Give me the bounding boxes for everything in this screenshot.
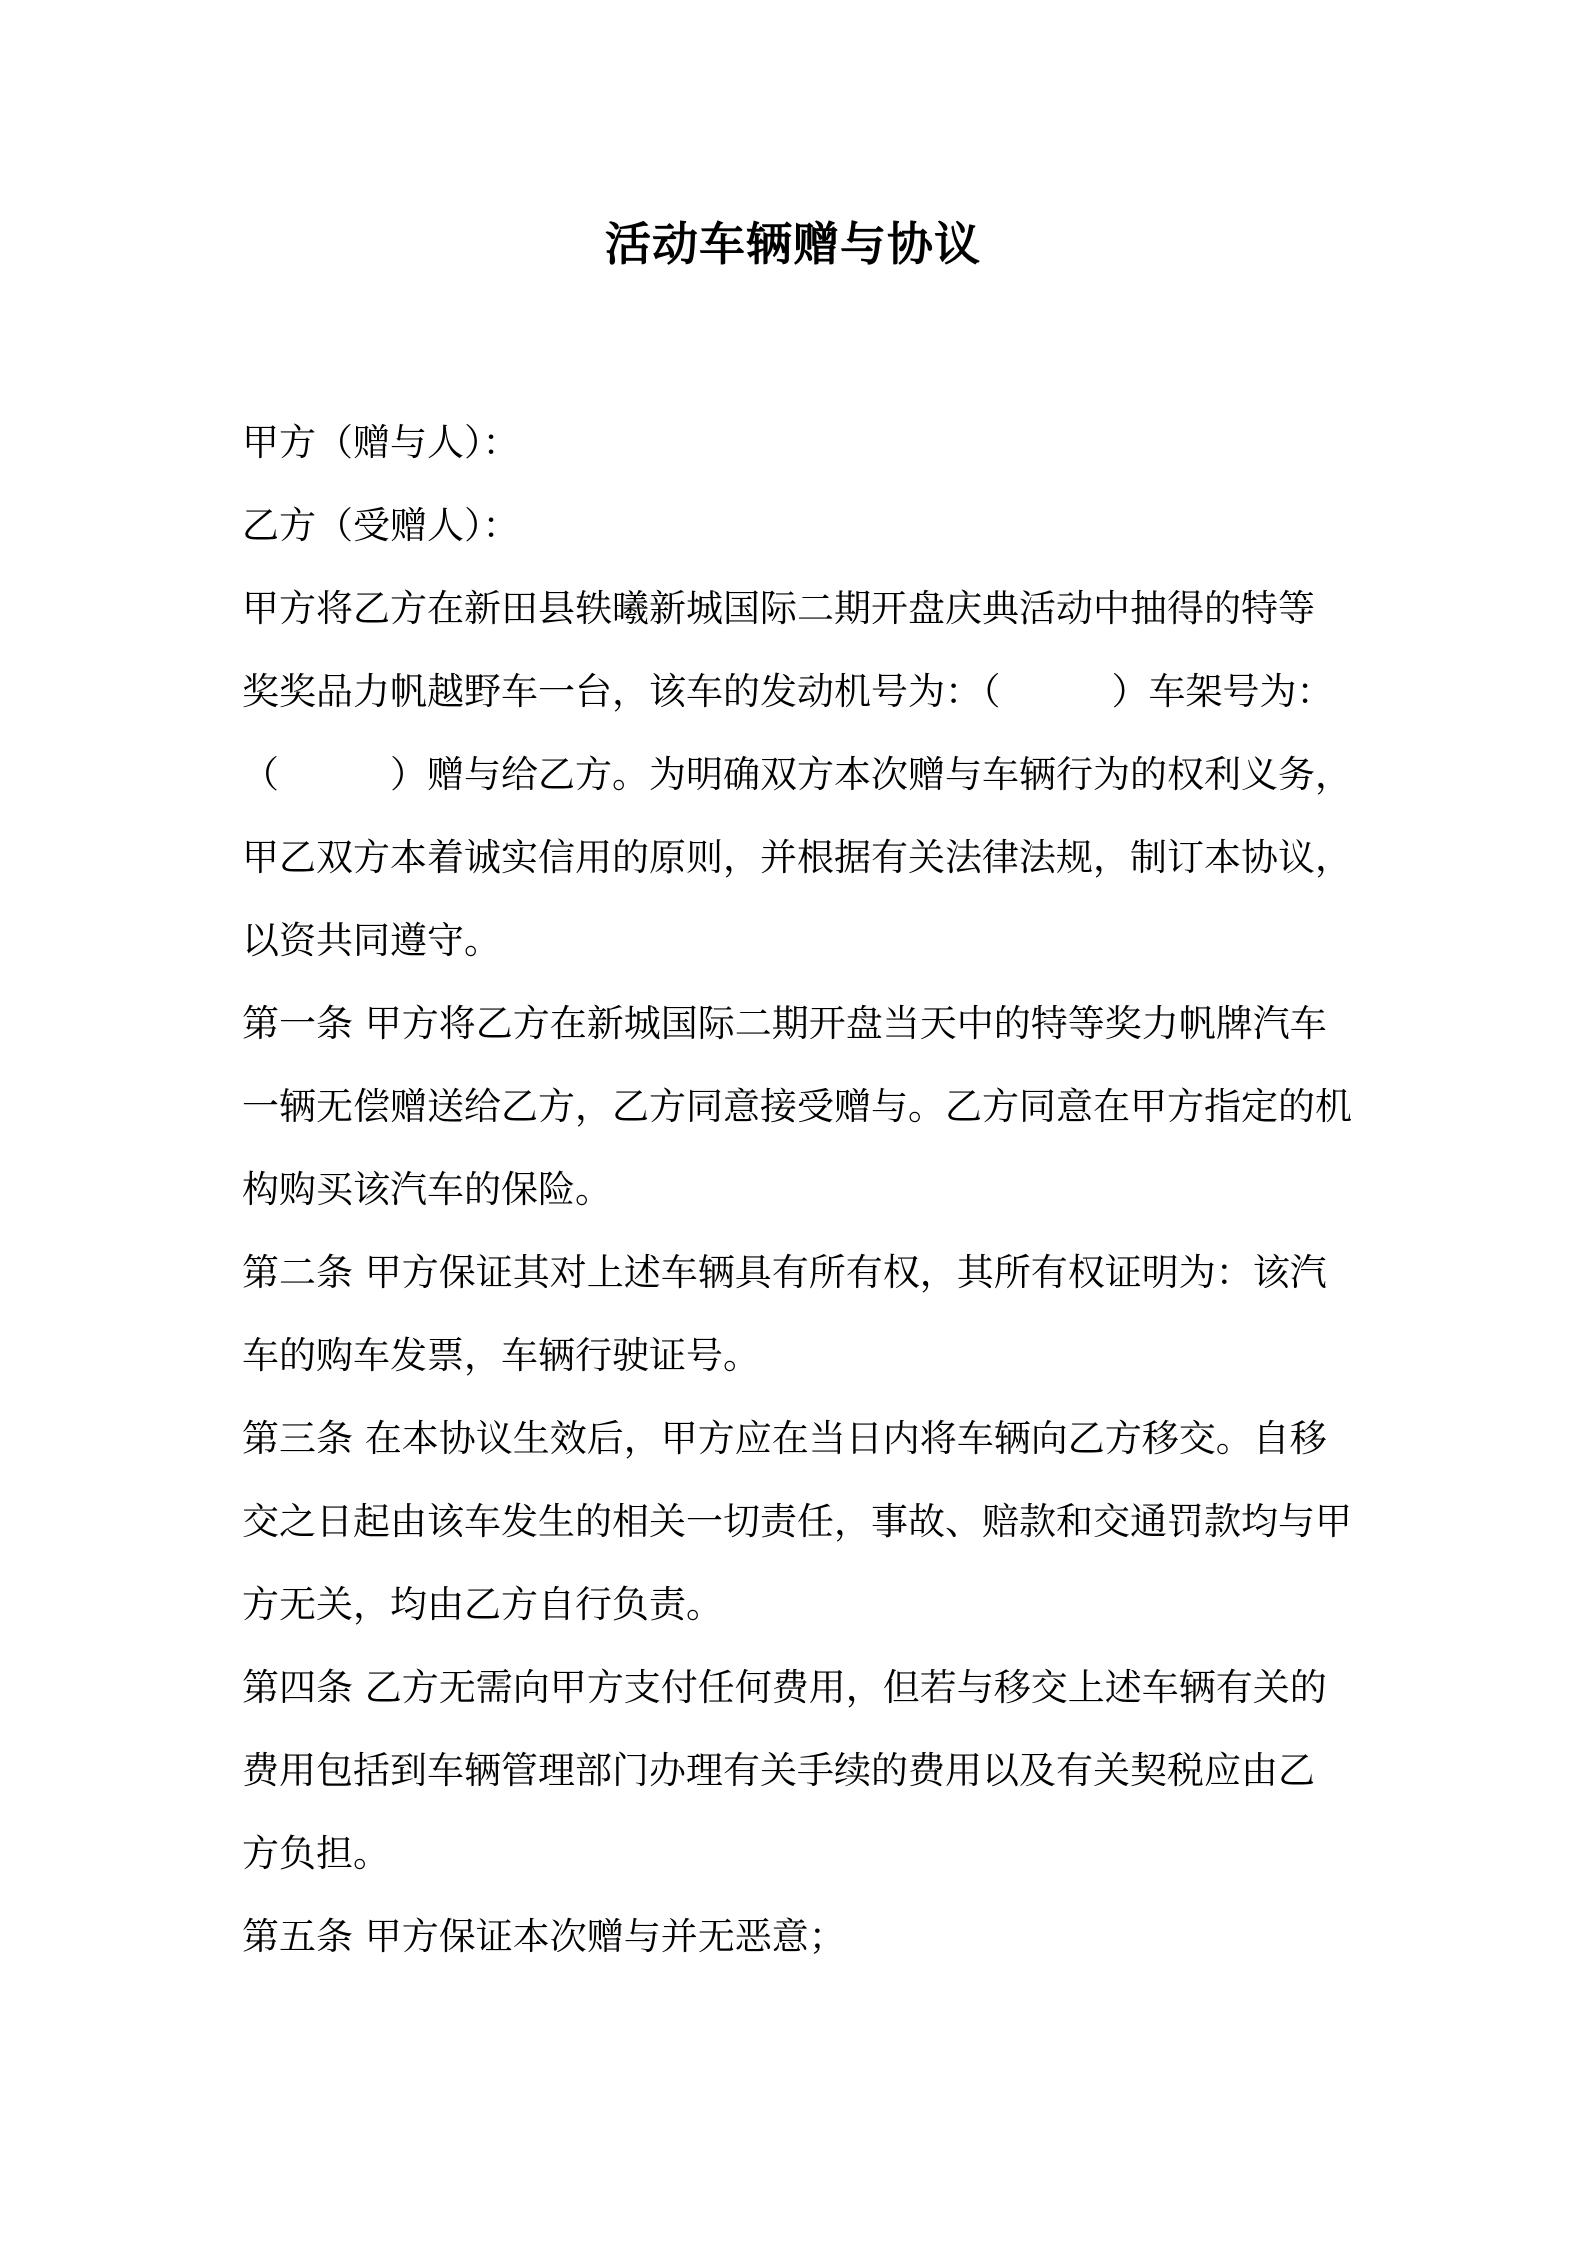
article-3-line: 第三条 在本协议生效后，甲方应在当日内将车辆向乙方移交。自移 [242,1417,1327,1460]
article-4-line: 第四条 乙方无需向甲方支付任何费用，但若与移交上述车辆有关的 [242,1666,1327,1709]
article-1-line: 一辆无偿赠送给乙方，乙方同意接受赠与。乙方同意在甲方指定的机 [242,1085,1352,1128]
article-1-line: 构购买该汽车的保险。 [242,1168,612,1211]
party-a-line: 甲方（赠与人）： [242,421,520,464]
article-3-line: 方无关，均由乙方自行负责。 [242,1583,723,1626]
article-4-line: 费用包括到车辆管理部门办理有关手续的费用以及有关契税应由乙 [242,1749,1315,1792]
article-5-line: 第五条 甲方保证本次赠与并无恶意； [242,1915,846,1958]
article-3-line: 交之日起由该车发生的相关一切责任，事故、赔款和交通罚款均与甲 [242,1500,1352,1543]
preamble-line: （ ）赠与给乙方。为明确双方本次赠与车辆行为的权利义务， [242,753,1352,796]
document-title: 活动车辆赠与协议 [605,217,981,271]
preamble-line: 甲方将乙方在新田县轶曦新城国际二期开盘庆典活动中抽得的特等 [242,587,1315,630]
article-1-line: 第一条 甲方将乙方在新城国际二期开盘当天中的特等奖力帆牌汽车 [242,1002,1327,1045]
article-4-line: 方负担。 [242,1832,390,1875]
article-2-line: 车的购车发票，车辆行驶证号。 [242,1334,760,1377]
party-b-line: 乙方（受赠人）： [242,504,520,547]
document-body [242,401,1362,1978]
article-2-line: 第二条 甲方保证其对上述车辆具有所有权，其所有权证明为：该汽 [242,1251,1327,1294]
preamble-line: 以资共同遵守。 [242,919,501,962]
preamble-line: 奖奖品力帆越野车一台，该车的发动机号为：（ ）车架号为： [242,670,1334,713]
preamble-line: 甲乙双方本着诚实信用的原则，并根据有关法律法规，制订本协议， [242,836,1352,879]
